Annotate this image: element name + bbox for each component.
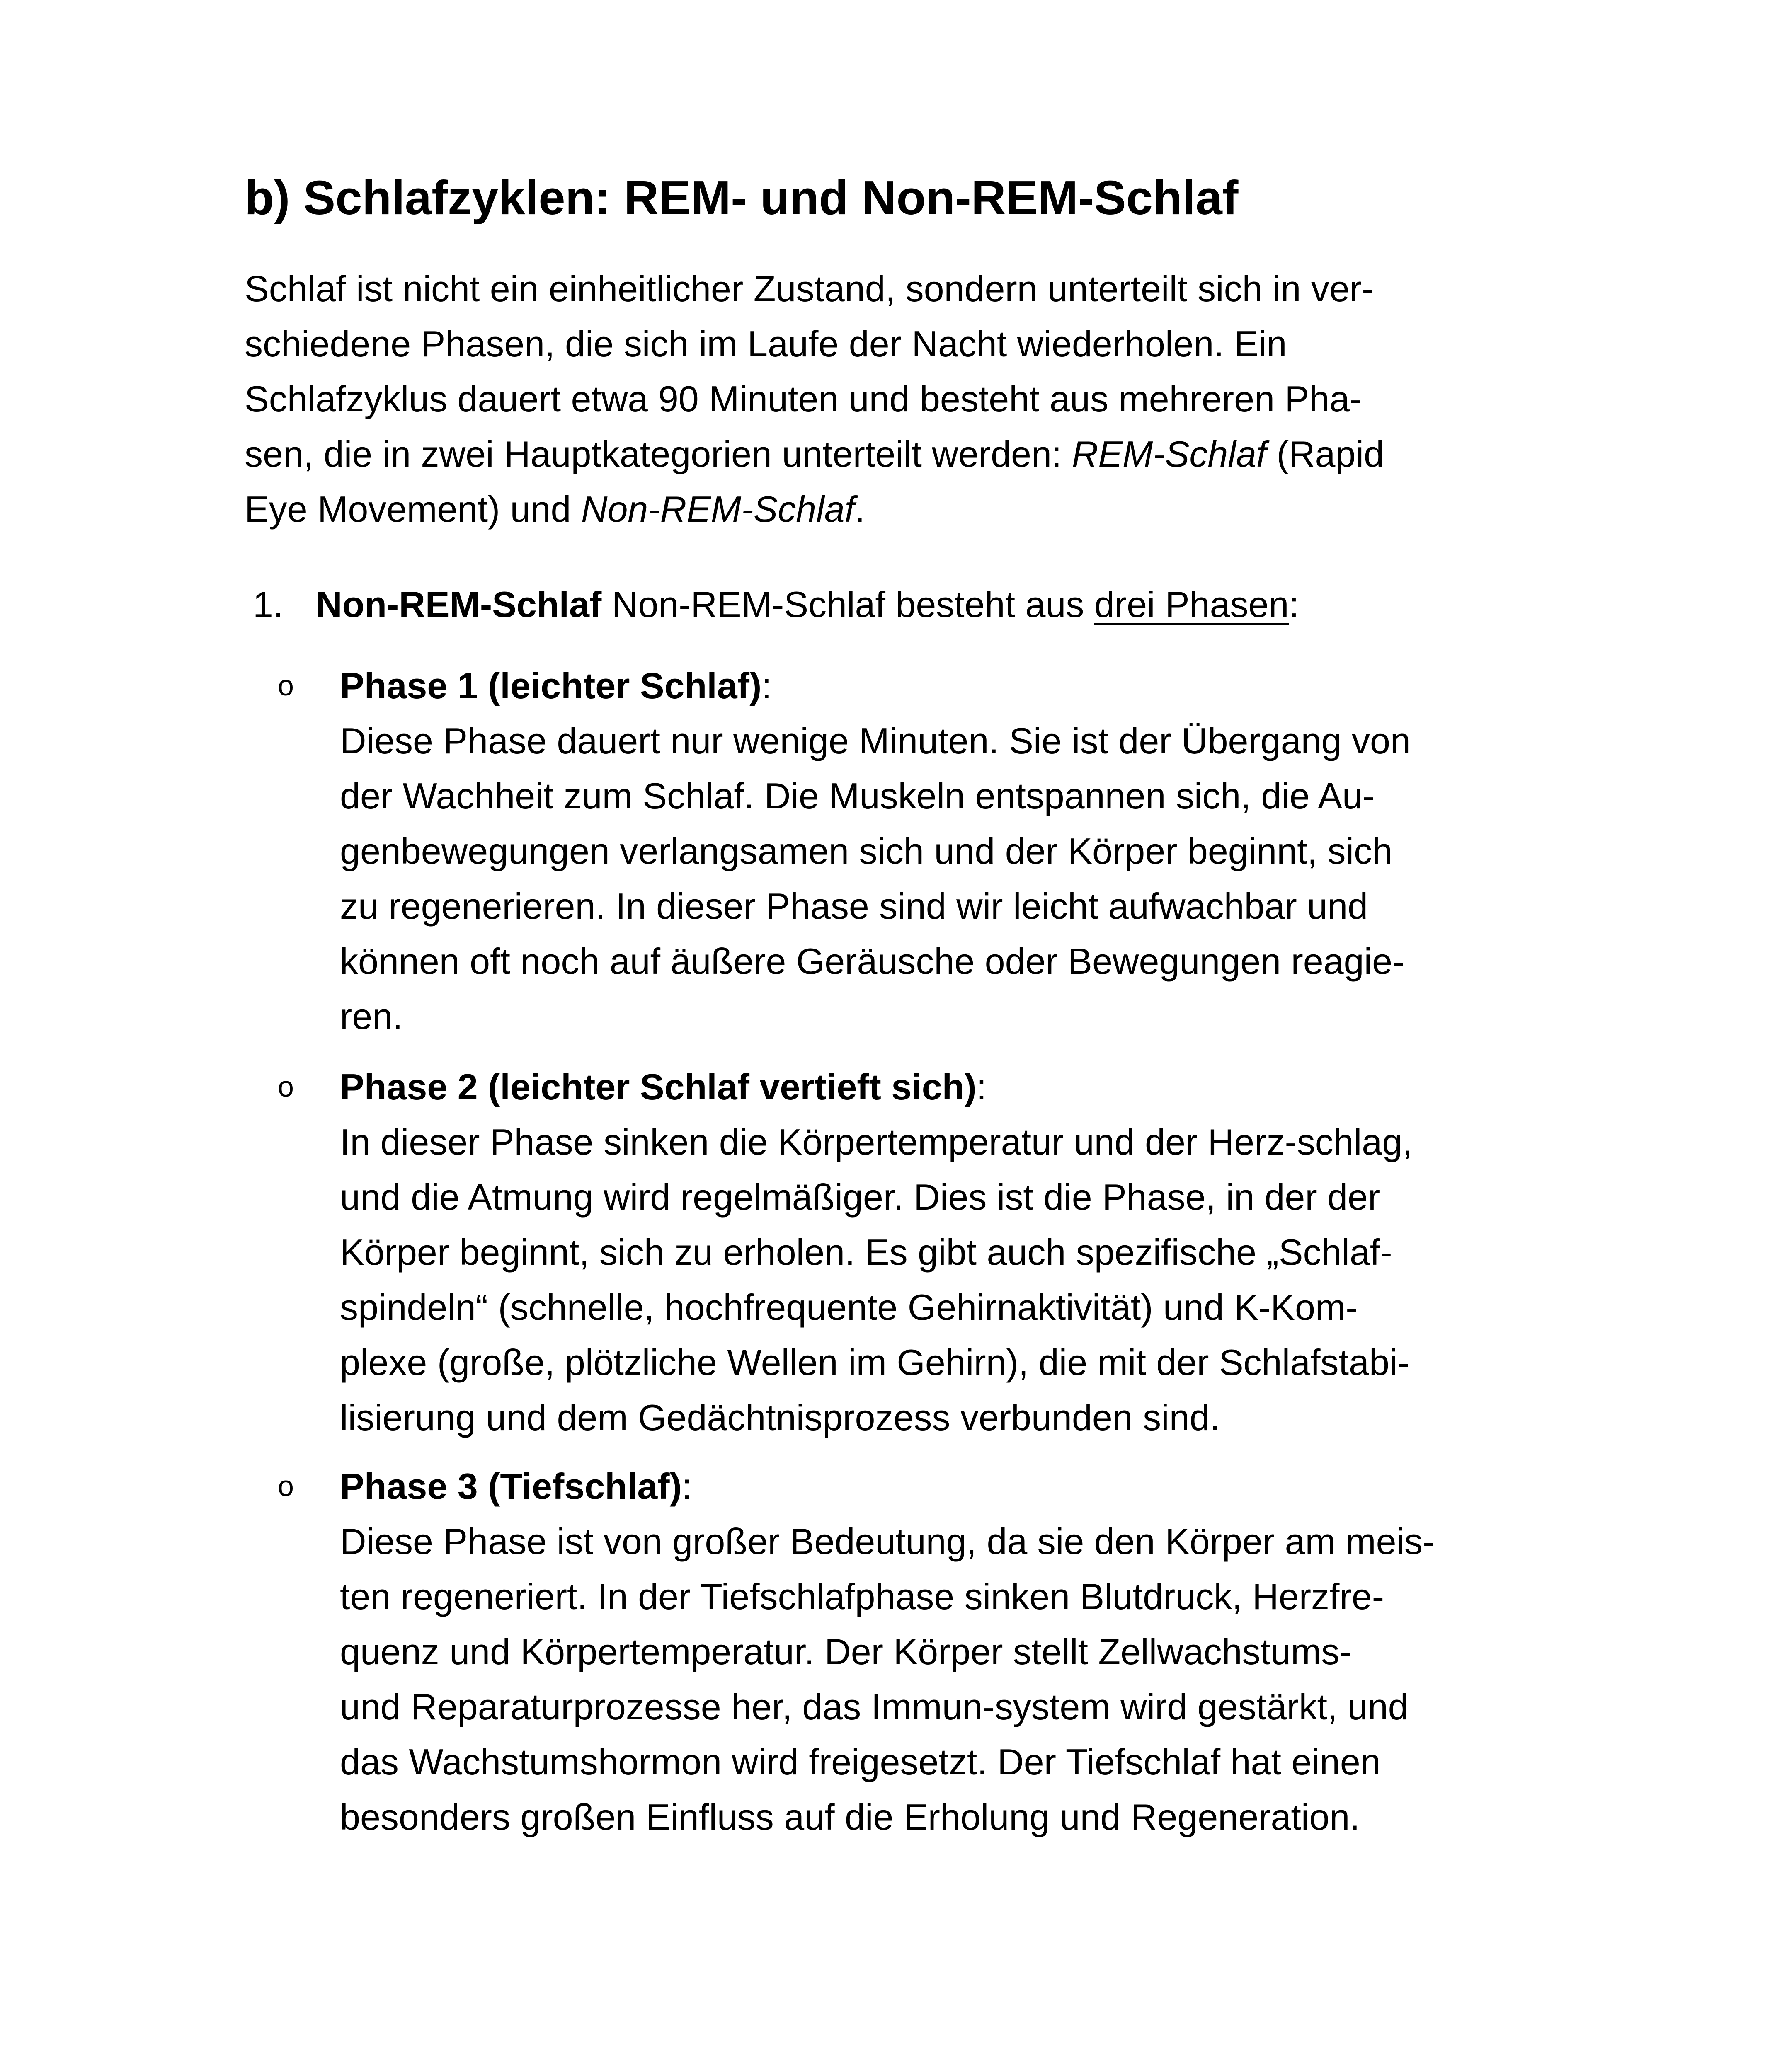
phase-line: können oft noch auf äußere Geräusche oder Bewegungen reagie- <box>340 941 1405 982</box>
list-item-colon: : <box>1289 584 1299 625</box>
phase-line: spindeln“ (schnelle, hochfrequente Gehirnaktivität) und K-Kom- <box>340 1287 1358 1328</box>
phase-line: und Reparaturprozesse her, das Immun-system wird gestärkt, und <box>340 1686 1409 1727</box>
phase-line: Diese Phase dauert nur wenige Minuten. Sie ist der Übergang von <box>340 720 1411 761</box>
phase-2-text <box>340 1059 1567 1445</box>
intro-paragraph <box>245 261 1525 537</box>
intro-text: . <box>855 489 865 530</box>
phase-line: plexe (große, plötzliche Wellen im Gehirn), die mit der Schlafstabi- <box>340 1342 1410 1383</box>
phase-title-line <box>340 658 1567 713</box>
phase-title: Phase 1 (leichter Schlaf) <box>340 665 762 706</box>
phase-line: Körper beginnt, sich zu erholen. Es gibt auch spezifische „Schlaf- <box>340 1232 1392 1273</box>
phase-colon: : <box>681 1466 692 1507</box>
intro-line <box>245 426 1525 482</box>
phase-line: der Wachheit zum Schlaf. Die Muskeln entspannen sich, die Au- <box>340 775 1375 816</box>
phase-title-line <box>340 1459 1567 1514</box>
numbered-list-item <box>253 577 1299 632</box>
phase-1-text <box>340 658 1567 1044</box>
phase-line: Diese Phase ist von großer Bedeutung, da sie den Körper am meis- <box>340 1521 1435 1562</box>
phase-line: zu regenerieren. In dieser Phase sind wir leicht aufwachbar und <box>340 886 1368 927</box>
phase-line: das Wachstumshormon wird freigesetzt. Der Tiefschlaf hat einen <box>340 1741 1381 1782</box>
list-number: 1. <box>253 584 284 625</box>
phase-line: genbewegungen verlangsamen sich und der Körper beginnt, sich <box>340 830 1393 871</box>
non-rem-term: Non-REM-Schlaf <box>581 489 855 530</box>
intro-text: Eye Movement) und <box>245 489 581 530</box>
list-item-text: Non-REM-Schlaf besteht aus <box>601 584 1094 625</box>
phase-title: Phase 2 (leichter Schlaf vertieft sich) <box>340 1066 977 1107</box>
phase-line: In dieser Phase sinken die Körpertemperatur und der Herz-schlag, <box>340 1121 1413 1162</box>
phase-line: ten regeneriert. In der Tiefschlafphase sinken Blutdruck, Herzfre- <box>340 1576 1384 1617</box>
intro-line: Schlafzyklus dauert etwa 90 Minuten und besteht aus mehreren Pha- <box>245 378 1362 419</box>
phase-line: lisierung und dem Gedächtnisprozess verbunden sind. <box>340 1397 1220 1438</box>
section-heading: b) Schlafzyklen: REM- und Non-REM-Schlaf <box>245 171 1239 225</box>
rem-term: REM-Schlaf <box>1072 433 1267 474</box>
list-item-title: Non-REM-Schlaf <box>316 584 602 625</box>
bullet-circle-icon: o <box>278 669 294 702</box>
intro-line: Schlaf ist nicht ein einheitlicher Zustand, sondern unterteilt sich in ver- <box>245 268 1374 309</box>
intro-line: schiedene Phasen, die sich im Laufe der Nacht wiederholen. Ein <box>245 323 1287 364</box>
bullet-circle-icon: o <box>278 1470 294 1502</box>
intro-text: sen, die in zwei Hauptkategorien unterteilt werden: <box>245 433 1072 474</box>
phase-colon: : <box>976 1066 987 1107</box>
phase-line: ren. <box>340 996 403 1037</box>
intro-line <box>245 482 1525 537</box>
bullet-circle-icon: o <box>278 1070 294 1103</box>
phase-title-line <box>340 1059 1567 1114</box>
phase-line: quenz und Körpertemperatur. Der Körper stellt Zellwachstums- <box>340 1631 1352 1672</box>
phase-line: und die Atmung wird regelmäßiger. Dies ist die Phase, in der der <box>340 1176 1380 1218</box>
underlined-phrase: drei Phasen <box>1094 584 1289 625</box>
phase-3-text <box>340 1459 1567 1844</box>
intro-text: (Rapid <box>1266 433 1384 474</box>
phase-colon: : <box>761 665 772 706</box>
phase-title: Phase 3 (Tiefschlaf) <box>340 1466 682 1507</box>
phase-line: besonders großen Einfluss auf die Erholung und Regeneration. <box>340 1796 1360 1837</box>
